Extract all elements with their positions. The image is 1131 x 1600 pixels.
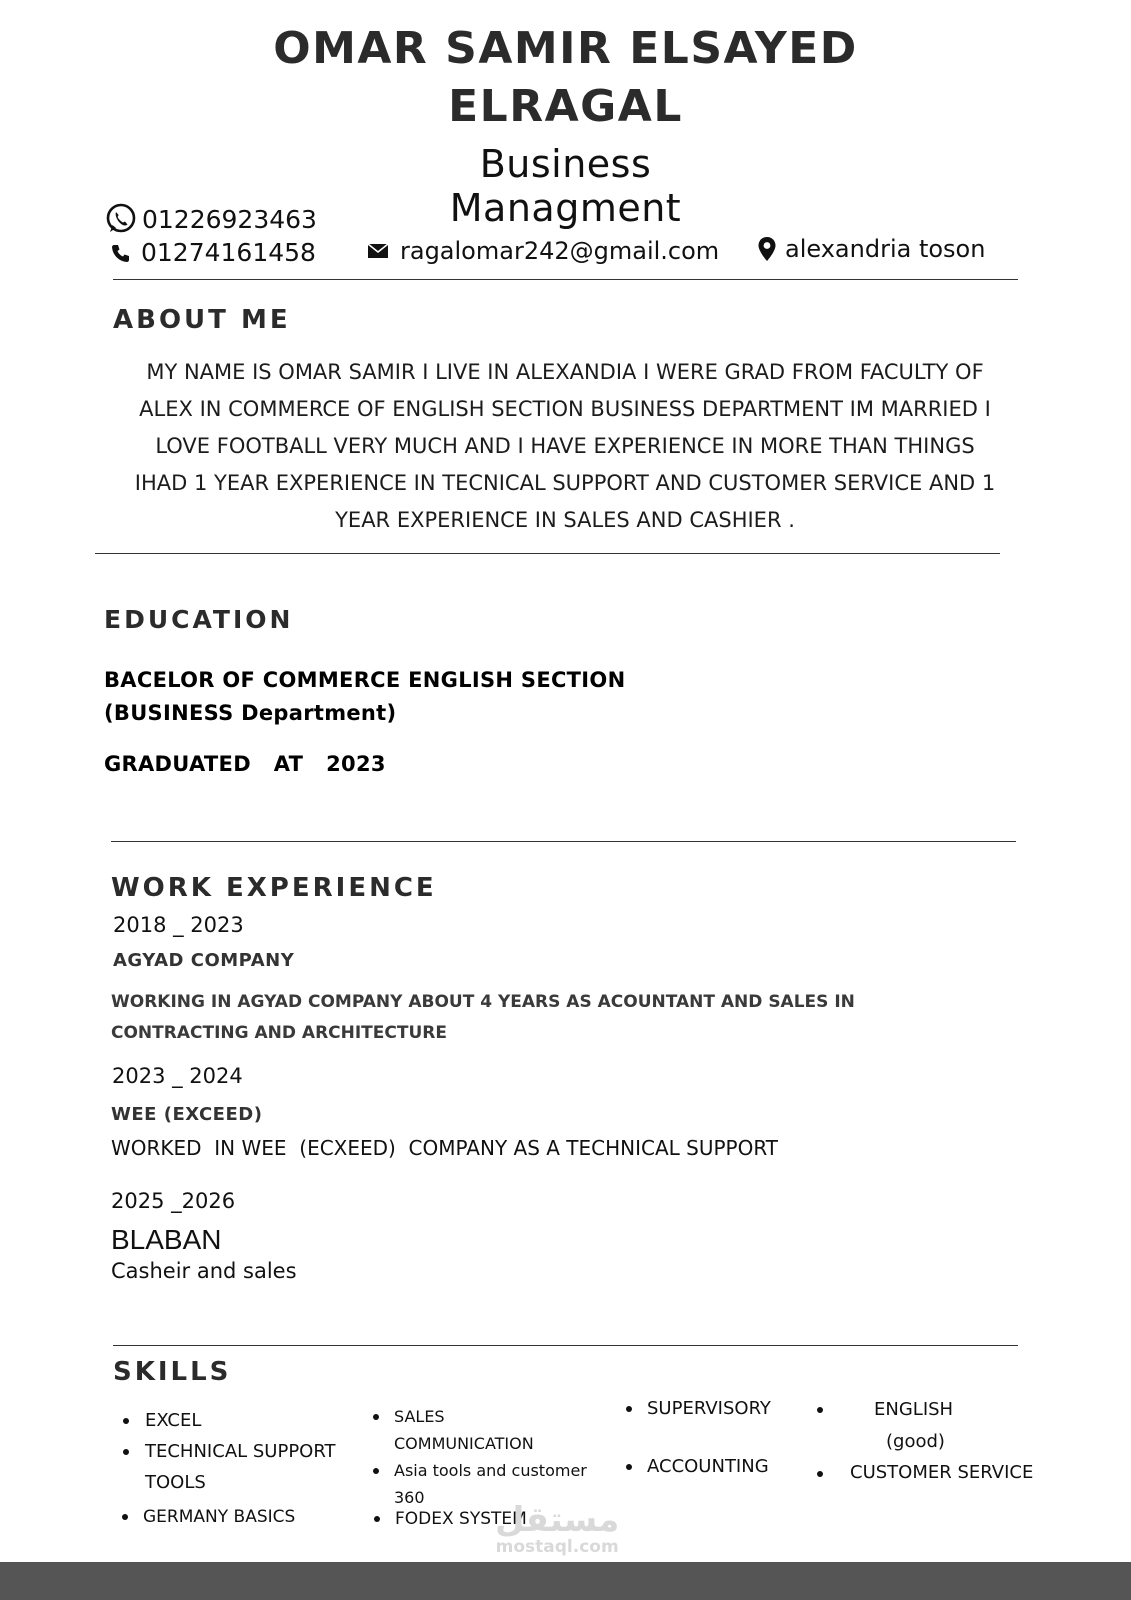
skill-item: 360: [394, 1488, 425, 1507]
about-line: MY NAME IS OMAR SAMIR I LIVE IN ALEXANDIA I WERE GRAD FROM FACULTY OF: [146, 360, 984, 384]
mail-icon: [368, 244, 388, 258]
job-period: 2018 _ 2023: [113, 913, 244, 937]
degree-line2: (BUSINESS Department): [104, 701, 397, 725]
job-description: Casheir and sales: [111, 1259, 297, 1283]
contact-phone: [110, 238, 316, 267]
job-company: BLABAN: [111, 1224, 222, 1255]
location-pin-icon: [757, 236, 777, 262]
skills-title: SKILLS: [113, 1357, 232, 1387]
about-line: IHAD 1 YEAR EXPERIENCE IN TECNICAL SUPPORT AND CUSTOMER SERVICE AND 1: [134, 471, 996, 495]
bullet: [626, 1464, 632, 1470]
bullet: [817, 1471, 823, 1477]
about-title: ABOUT ME: [113, 305, 291, 335]
whatsapp-icon: [104, 202, 138, 236]
divider-education: [111, 841, 1016, 842]
work-title: WORK EXPERIENCE: [111, 873, 437, 903]
job-company: WEE (EXCEED): [111, 1104, 263, 1125]
email-address: ragalomar242@gmail.com: [400, 237, 720, 265]
contact-email: [368, 237, 719, 265]
watermark-latin: mostaql.com: [495, 1537, 619, 1557]
bullet: [123, 1449, 129, 1455]
bullet: [817, 1407, 823, 1413]
watermark-arabic: مستقل: [495, 1500, 620, 1540]
about-line: LOVE FOOTBALL VERY MUCH AND I HAVE EXPERIENCE IN MORE THAN THINGS: [155, 434, 975, 458]
bullet: [374, 1516, 380, 1522]
skill-item: ENGLISH: [874, 1399, 954, 1420]
skill-item: Asia tools and customer: [394, 1461, 587, 1480]
graduation-year: GRADUATED AT 2023: [104, 752, 386, 776]
skill-item: EXCEL: [145, 1410, 202, 1431]
job-title-line1: Business: [479, 142, 652, 186]
divider-about: [95, 553, 1000, 554]
about-text: [95, 354, 1035, 539]
skill-item: (good): [886, 1431, 945, 1452]
bullet: [373, 1468, 379, 1474]
job-description-line: WORKING IN AGYAD COMPANY ABOUT 4 YEARS AS ACOUNTANT AND SALES IN: [111, 992, 855, 1012]
candidate-name: [0, 20, 1131, 136]
skill-item: FODEX SYSTEM: [395, 1509, 527, 1529]
bullet: [626, 1406, 632, 1412]
divider-header: [113, 279, 1018, 280]
skill-item: CUSTOMER SERVICE: [850, 1462, 1034, 1483]
location-text: alexandria toson: [785, 235, 986, 263]
contact-location: [757, 235, 985, 263]
skill-item: COMMUNICATION: [394, 1434, 534, 1453]
about-line: YEAR EXPERIENCE IN SALES AND CASHIER .: [335, 508, 795, 532]
contact-whatsapp: [104, 202, 317, 236]
education-title: EDUCATION: [104, 605, 294, 634]
degree-line1: BACELOR OF COMMERCE ENGLISH SECTION: [104, 668, 626, 692]
skill-item: SUPERVISORY: [647, 1398, 771, 1419]
phone-icon: [110, 242, 132, 264]
job-description-line: CONTRACTING AND ARCHITECTURE: [111, 1023, 447, 1043]
skill-item: GERMANY BASICS: [143, 1507, 296, 1527]
whatsapp-number: 01226923463: [142, 204, 317, 234]
job-period: 2025 _2026: [111, 1189, 236, 1213]
phone-number: 01274161458: [141, 238, 316, 267]
candidate-name-line2: ELRAGAL: [448, 81, 683, 132]
skill-item: SALES: [394, 1407, 445, 1426]
footer-bar: [0, 1562, 1131, 1600]
watermark-logo: [495, 1500, 620, 1557]
candidate-name-line1: OMAR SAMIR ELSAYED: [273, 23, 858, 74]
job-company: AGYAD COMPANY: [113, 950, 295, 971]
bullet: [122, 1514, 128, 1520]
job-description: [111, 987, 911, 1049]
skill-item: TECHNICAL SUPPORT: [145, 1441, 336, 1462]
skill-item: ACCOUNTING: [647, 1456, 769, 1477]
skill-item: TOOLS: [145, 1472, 206, 1493]
bullet: [373, 1414, 379, 1420]
divider-work: [113, 1345, 1018, 1346]
about-line: ALEX IN COMMERCE OF ENGLISH SECTION BUSINESS DEPARTMENT IM MARRIED I: [139, 397, 991, 421]
job-period: 2023 _ 2024: [112, 1064, 243, 1088]
job-description: WORKED IN WEE (ECXEED) COMPANY AS A TECHNICAL SUPPORT: [111, 1136, 779, 1160]
bullet: [123, 1418, 129, 1424]
job-title-line2: Managment: [449, 186, 682, 230]
